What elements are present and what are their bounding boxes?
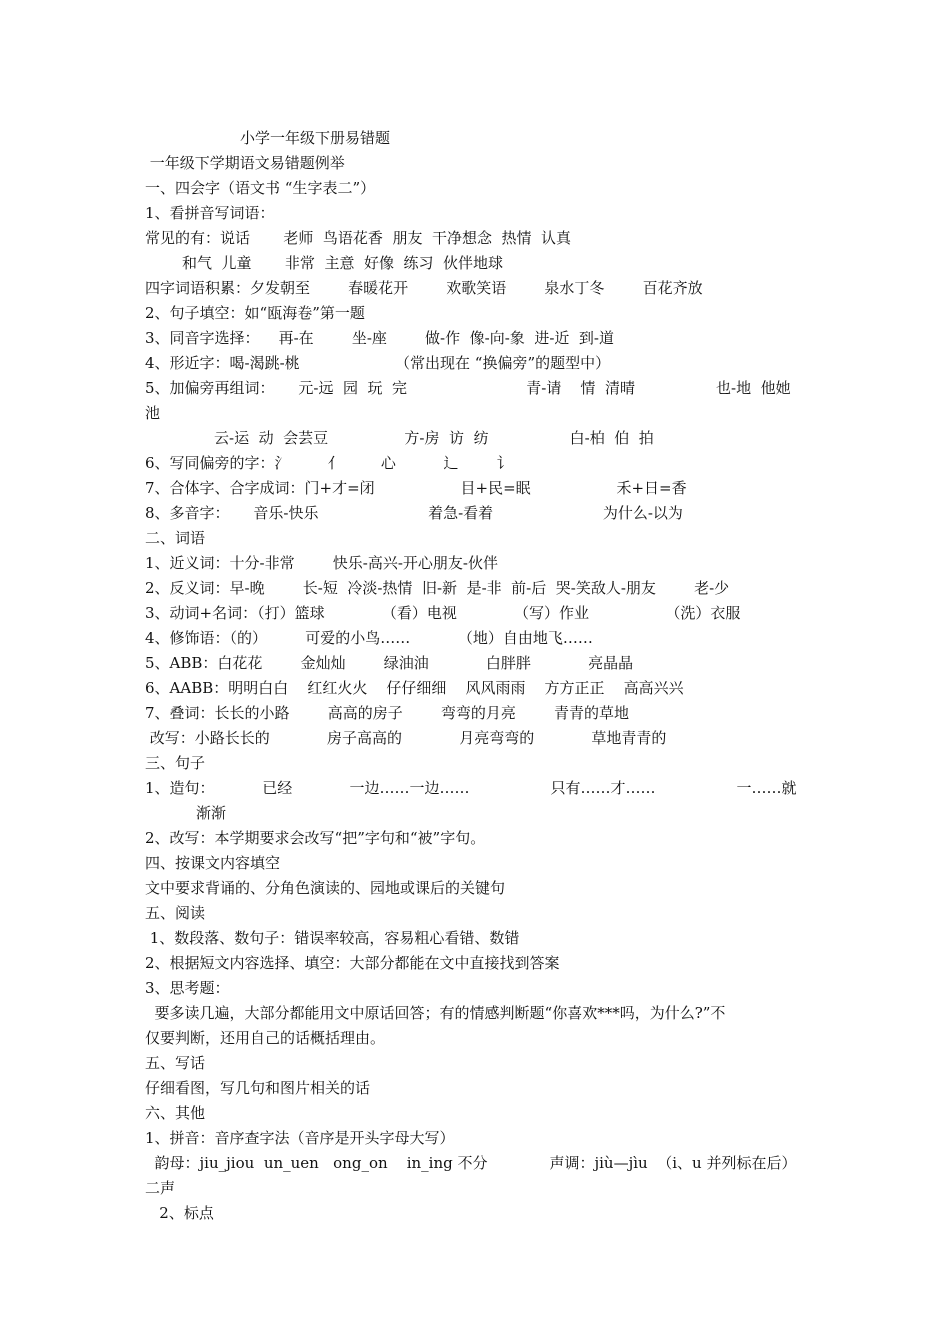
doc-title: 小学一年级下册易错题 — [240, 129, 391, 147]
doc-subtitle: 一年级下学期语文易错题例举 — [145, 154, 345, 172]
text-line: 韵母：jiu_jiou un_uen ong_on in_ing 不分 声调：jiù—jìu （i、u 并列标在后） — [145, 1154, 797, 1172]
text-line: 6、AABB：明明白白 红红火火 仔仔细细 风风雨雨 方方正正 高高兴兴 — [145, 679, 684, 697]
text-line: 仔细看图，写几句和图片相关的话 — [145, 1079, 371, 1097]
text-line: 5、加偏旁再组词： 元-远 园 玩 完 青-请 情 清晴 也-地 他她 — [145, 379, 791, 397]
section-heading: 四、按课文内容填空 — [145, 854, 281, 872]
text-line: 2、标点 — [145, 1204, 214, 1222]
section-heading: 五、阅读 — [145, 904, 206, 922]
text-line: 1、看拼音写词语： — [145, 204, 275, 222]
section-heading: 五、写话 — [145, 1054, 206, 1072]
text-line: 7、合体字、合字成词：门+才=闭 目+民=眠 禾+日=香 — [145, 479, 687, 497]
text-line: 2、根据短文内容选择、填空：大部分都能在文中直接找到答案 — [145, 954, 560, 972]
text-line: 2、句子填空：如“瓯海卷”第一题 — [145, 304, 365, 322]
text-line: 要多读几遍，大部分都能用文中原话回答；有的情感判断题“你喜欢***吗，为什么?”不 — [145, 1004, 726, 1022]
section-heading: 二、词语 — [145, 529, 206, 547]
text-line: 渐渐 — [196, 804, 227, 822]
text-line: 四字词语积累：夕发朝至 春暖花开 欢歌笑语 泉水丁冬 百花齐放 — [145, 279, 703, 297]
text-line: 云-运 动 会芸豆 方-房 访 纺 白-柏 伯 拍 — [214, 429, 654, 447]
text-line: 池 — [145, 404, 161, 422]
text-line: 1、拼音：音序查字法（音序是开头字母大写） — [145, 1129, 455, 1147]
text-line: 二声 — [145, 1179, 176, 1197]
text-line: 1、造句： 已经 一边……一边…… 只有……才…… 一……就 — [145, 779, 797, 797]
text-line: 5、ABB：白花花 金灿灿 绿油油 白胖胖 亮晶晶 — [145, 654, 634, 672]
text-line: 文中要求背诵的、分角色演读的、园地或课后的关键句 — [145, 879, 506, 897]
text-line: 3、动词+名词：（打）篮球 （看）电视 （写）作业 （洗）衣服 — [145, 604, 741, 622]
text-line: 4、形近字：喝-渴跳-桃 （常出现在 “换偏旁”的题型中） — [145, 354, 611, 372]
section-heading: 一、四会字（语文书 “生字表二”） — [145, 179, 376, 197]
text-line: 8、多音字： 音乐-快乐 着急-看着 为什么-以为 — [145, 504, 683, 522]
section-heading: 三、句子 — [145, 754, 206, 772]
text-line: 仅要判断，还用自己的话概括理由。 — [145, 1029, 386, 1047]
text-line: 3、同音字选择： 再-在 坐-座 做-作 像-向-象 进-近 到-道 — [145, 329, 614, 347]
text-line: 1、近义词：十分-非常 快乐-高兴-开心朋友-伙伴 — [145, 554, 498, 572]
text-line: 2、反义词：早-晚 长-短 冷淡-热情 旧-新 是-非 前-后 哭-笑敌人-朋友 老-少 — [145, 579, 730, 597]
text-line: 7、叠词：长长的小路 高高的房子 弯弯的月亮 青青的草地 — [145, 704, 629, 722]
text-line: 4、修饰语：（的） 可爱的小鸟…… （地）自由地飞…… — [145, 629, 593, 647]
text-line: 1、数段落、数句子：错误率较高，容易粗心看错、数错 — [145, 929, 520, 947]
text-line: 2、改写：本学期要求会改写“把”字句和“被”字句。 — [145, 829, 486, 847]
text-line: 常见的有：说话 老师 鸟语花香 朋友 干净想念 热情 认真 — [145, 229, 572, 247]
section-heading: 六、其他 — [145, 1104, 206, 1122]
text-line: 3、思考题： — [145, 979, 230, 997]
text-line: 和气 儿童 非常 主意 好像 练习 伙伴地球 — [182, 254, 504, 272]
text-line: 6、写同偏旁的字：氵 亻 心 辶 讠 — [145, 454, 512, 472]
text-line: 改写：小路长长的 房子高高的 月亮弯弯的 草地青青的 — [145, 729, 667, 747]
